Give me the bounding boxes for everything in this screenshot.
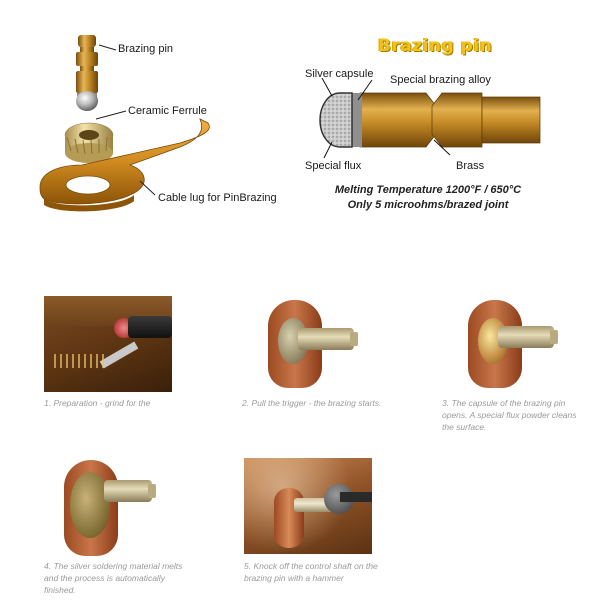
label-cable-lug: Cable lug for PinBrazing <box>158 192 277 204</box>
label-brass: Brass <box>456 160 485 172</box>
label-special-alloy: Special brazing alloy <box>390 74 491 86</box>
step-2-photo <box>262 296 372 392</box>
step-5-photo <box>244 458 372 554</box>
label-ceramic-ferrule: Ceramic Ferrule <box>128 105 207 117</box>
label-silver-capsule: Silver capsule <box>305 68 374 80</box>
step-2-caption: 2. Pull the trigger - the brazing starts. <box>242 398 382 408</box>
brazing-pin-illustration <box>76 35 98 111</box>
step-5-caption: 5. Knock off the control shaft on the brazing pin with a hammer <box>244 561 378 583</box>
spec-resistance: Only 5 microohms/brazed joint <box>347 199 509 211</box>
step-1-caption: 1. Preparation - grind for the <box>44 398 151 408</box>
step-4-caption: 4. The silver soldering material melts and the process is automatically finished. <box>44 561 183 595</box>
step-4-photo <box>44 458 172 558</box>
ceramic-ferrule-illustration <box>65 123 113 163</box>
step-3-caption: 3. The capsule of the brazing pin opens. A special flux powder cleans the surface. <box>442 398 577 432</box>
step-3-photo <box>462 296 572 392</box>
label-brazing-pin: Brazing pin <box>118 43 174 55</box>
step-1-photo <box>44 296 172 392</box>
spec-melting-temperature: Melting Temperature 1200°F / 650°C <box>334 184 522 196</box>
diagram-title: Brazing pin <box>378 36 493 56</box>
label-special-flux: Special flux <box>305 160 362 172</box>
